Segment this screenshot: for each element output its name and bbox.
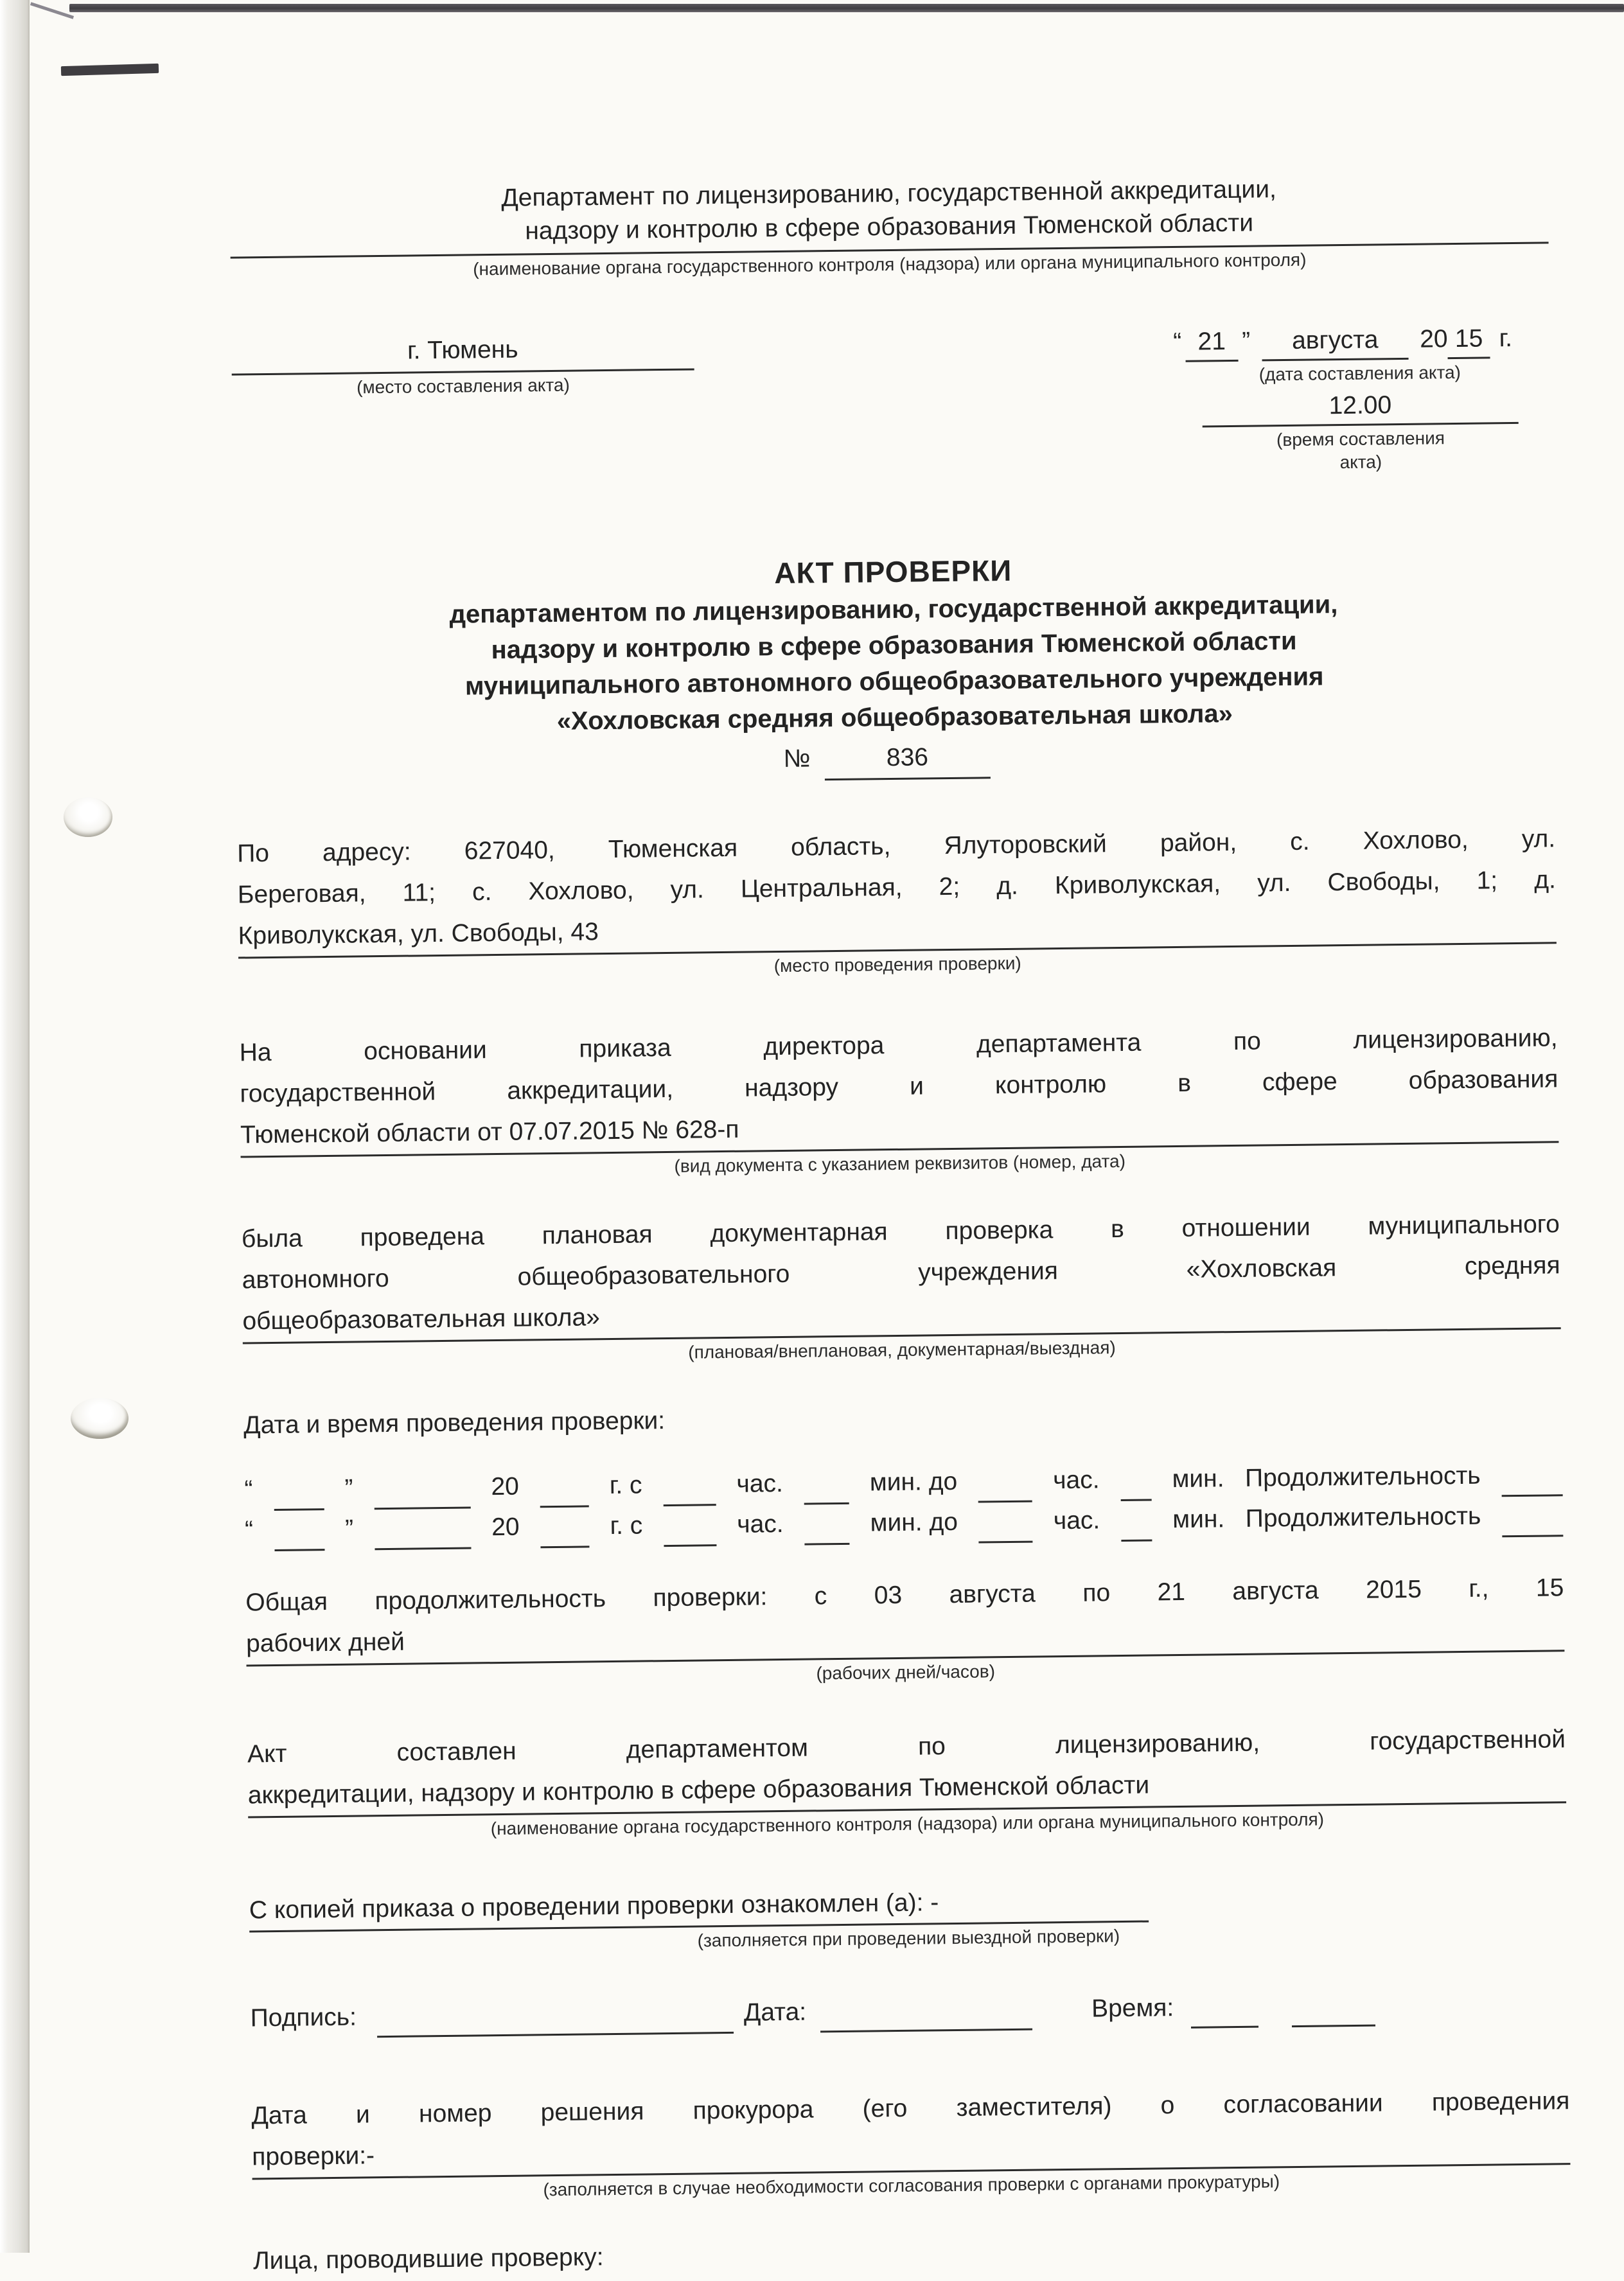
- month-blank: [374, 1509, 471, 1551]
- document-title: АКТ ПРОВЕРКИ: [774, 553, 1012, 590]
- time-minutes-blank: [1291, 1987, 1375, 2027]
- hours2-blank: [978, 1502, 1033, 1544]
- basis-line1: На основании приказа директора департамента по лицензированию,: [239, 1024, 1558, 1067]
- hours-blank: [663, 1506, 716, 1547]
- duration-label: Продолжительность: [1244, 1461, 1481, 1492]
- datetime-label: Дата и время проведения проверки:: [243, 1407, 666, 1440]
- place-block: [231, 330, 696, 486]
- place-caption: (место составления акта): [356, 374, 570, 398]
- duration-label: Продолжительность: [1245, 1502, 1481, 1533]
- date-caption: (дата составления акта): [1258, 362, 1461, 385]
- year-blank: [540, 1507, 590, 1548]
- persons-label: Лица, проводившие проверку:: [252, 2243, 604, 2275]
- address-line3: Криволукская, ул. Свободы, 43: [238, 901, 1557, 958]
- check-type-line1: была проведена плановая документарная проверка в отношении муниципального: [241, 1210, 1560, 1253]
- hours-blank: [663, 1465, 716, 1506]
- check-type-caption: (плановая/внеплановая, документарная/выездная): [688, 1337, 1116, 1362]
- total-duration-line1: Общая продолжительность проверки: с 03 августа по 21 августа 2015 г., 15: [245, 1574, 1564, 1617]
- copy-order-caption: (заполняется при проведении выездной проверки): [697, 1926, 1120, 1951]
- g-s-label: г. с: [609, 1471, 642, 1500]
- min-do-label: мин. до: [870, 1508, 958, 1537]
- act-made-line1: Акт составлен департаментом по лицензированию, государственной: [247, 1725, 1566, 1768]
- time-hours-blank: [1190, 1989, 1258, 2029]
- title-line2: надзору и контролю в сфере образования Тюменской области: [491, 626, 1297, 665]
- g-s-label: г. с: [610, 1511, 643, 1540]
- title-line1: департаментом по лицензированию, государственной аккредитации,: [449, 590, 1338, 629]
- total-duration-line2: рабочих дней: [246, 1608, 1565, 1666]
- date-year-suffix: г.: [1499, 324, 1513, 353]
- date-label: Дата:: [743, 1998, 807, 2027]
- open-quote: “: [244, 1516, 254, 1544]
- copy-order-block: [249, 1877, 1568, 1957]
- close-quote: ”: [1241, 327, 1251, 355]
- date-month: августа: [1262, 322, 1409, 362]
- hours-label: час.: [736, 1469, 784, 1498]
- time-caption-line2: акта): [1339, 452, 1382, 473]
- century-label: 20: [491, 1513, 520, 1542]
- check-type-paragraph: [242, 1204, 1562, 1369]
- min2-label: мин.: [1172, 1465, 1224, 1493]
- fill-rows: [244, 1456, 1563, 1551]
- address-paragraph: [237, 818, 1557, 983]
- check-type-line2: автономного общеобразовательного учреждения «Хохловская средняя: [242, 1251, 1560, 1294]
- signature-blank: [377, 1995, 734, 2038]
- total-duration-paragraph: [245, 1567, 1565, 1691]
- address-line1: По адресу: 627040, Тюменская область, Ялуторовский район, с. Хохлово, ул.: [236, 825, 1556, 868]
- meta-row: [231, 320, 1551, 486]
- prosecutor-line2: проверки:-: [252, 2122, 1571, 2180]
- day-blank: [274, 1510, 324, 1551]
- minutes-blank: [804, 1464, 849, 1505]
- number-sign: №: [783, 744, 811, 773]
- open-quote: “: [1173, 328, 1182, 356]
- min2-label: мин.: [1172, 1505, 1225, 1534]
- hours-label: час.: [737, 1510, 784, 1538]
- title-block: [234, 544, 1555, 787]
- basis-caption: (вид документа с указанием реквизитов (номер, дата): [674, 1150, 1126, 1176]
- act-made-caption: (наименование органа государственного контроля (надзора) или органа муниципального контроля): [490, 1809, 1325, 1839]
- hours2-label: час.: [1053, 1506, 1100, 1535]
- date-year: 15: [1447, 321, 1490, 359]
- basis-line2: государственной аккредитации, надзору и контролю в сфере образования: [240, 1065, 1558, 1108]
- address-caption: (место проведения проверки): [773, 953, 1021, 976]
- month-blank: [374, 1468, 471, 1510]
- date-day: 21: [1185, 324, 1239, 362]
- century-label: 20: [491, 1472, 520, 1501]
- act-made-line2: аккредитации, надзору и контролю в сфере образования Тюменской области: [247, 1760, 1566, 1818]
- hours2-label: час.: [1052, 1466, 1100, 1495]
- act-made-paragraph: [247, 1719, 1567, 1843]
- place-value: г. Тюмень: [231, 330, 694, 375]
- prosecutor-paragraph: [251, 2081, 1571, 2205]
- prosecutor-line1: Дата и номер решения прокурора (его заместителя) о согласовании проведения: [251, 2087, 1570, 2130]
- org-header-line1: Департамент по лицензированию, государственной аккредитации,: [501, 175, 1277, 212]
- time-label: Время:: [1091, 1994, 1174, 2023]
- address-line2: Береговая, 11; с. Хохлово, ул. Центральная, 2; д. Криволукская, ул. Свободы, 1; д.: [237, 866, 1557, 909]
- date-line: [1169, 320, 1550, 362]
- time-value: 12.00: [1202, 386, 1519, 428]
- minutes2-blank: [1120, 1501, 1152, 1542]
- prosecutor-caption: (заполняется в случае необходимости согласования проверки с органами прокуратуры): [543, 2171, 1280, 2200]
- basis-line3: Тюменской области от 07.07.2015 № 628-п: [240, 1100, 1559, 1158]
- hours2-blank: [978, 1462, 1032, 1503]
- copy-order-text: С копией приказа о проведении проверки ознакомлен (а): -: [249, 1882, 1149, 1933]
- org-header-caption: (наименование органа государственного контроля (надзора) или органа муниципального контроля): [473, 249, 1307, 279]
- basis-paragraph: [239, 1017, 1559, 1183]
- minutes-blank: [804, 1504, 850, 1546]
- date-century: 20: [1419, 325, 1448, 353]
- org-header-line2: надзору и контролю в сфере образования Тюменской области: [525, 209, 1254, 245]
- title-line3: муниципального автономного общеобразовательного учреждения: [464, 662, 1324, 701]
- minutes2-blank: [1120, 1460, 1152, 1501]
- duration-blank: [1501, 1456, 1563, 1497]
- signature-row: [250, 1985, 1569, 2039]
- total-duration-caption: (рабочих дней/часов): [816, 1661, 996, 1684]
- act-number: 836: [824, 737, 991, 780]
- date-blank: [820, 1991, 1033, 2033]
- min-do-label: мин. до: [869, 1467, 958, 1497]
- year-blank: [540, 1466, 589, 1508]
- title-line4: «Хохловская средняя общеобразовательная школа»: [556, 699, 1233, 735]
- close-quote: ”: [344, 1515, 354, 1543]
- signature-label: Подпись:: [250, 2003, 357, 2032]
- open-quote: “: [244, 1475, 253, 1504]
- time-caption-line1: (время составления: [1276, 428, 1445, 450]
- day-blank: [274, 1470, 324, 1511]
- close-quote: ”: [344, 1474, 353, 1502]
- check-type-line3: общеобразовательная школа»: [242, 1286, 1561, 1344]
- date-block: [1169, 320, 1551, 476]
- duration-blank: [1502, 1496, 1564, 1537]
